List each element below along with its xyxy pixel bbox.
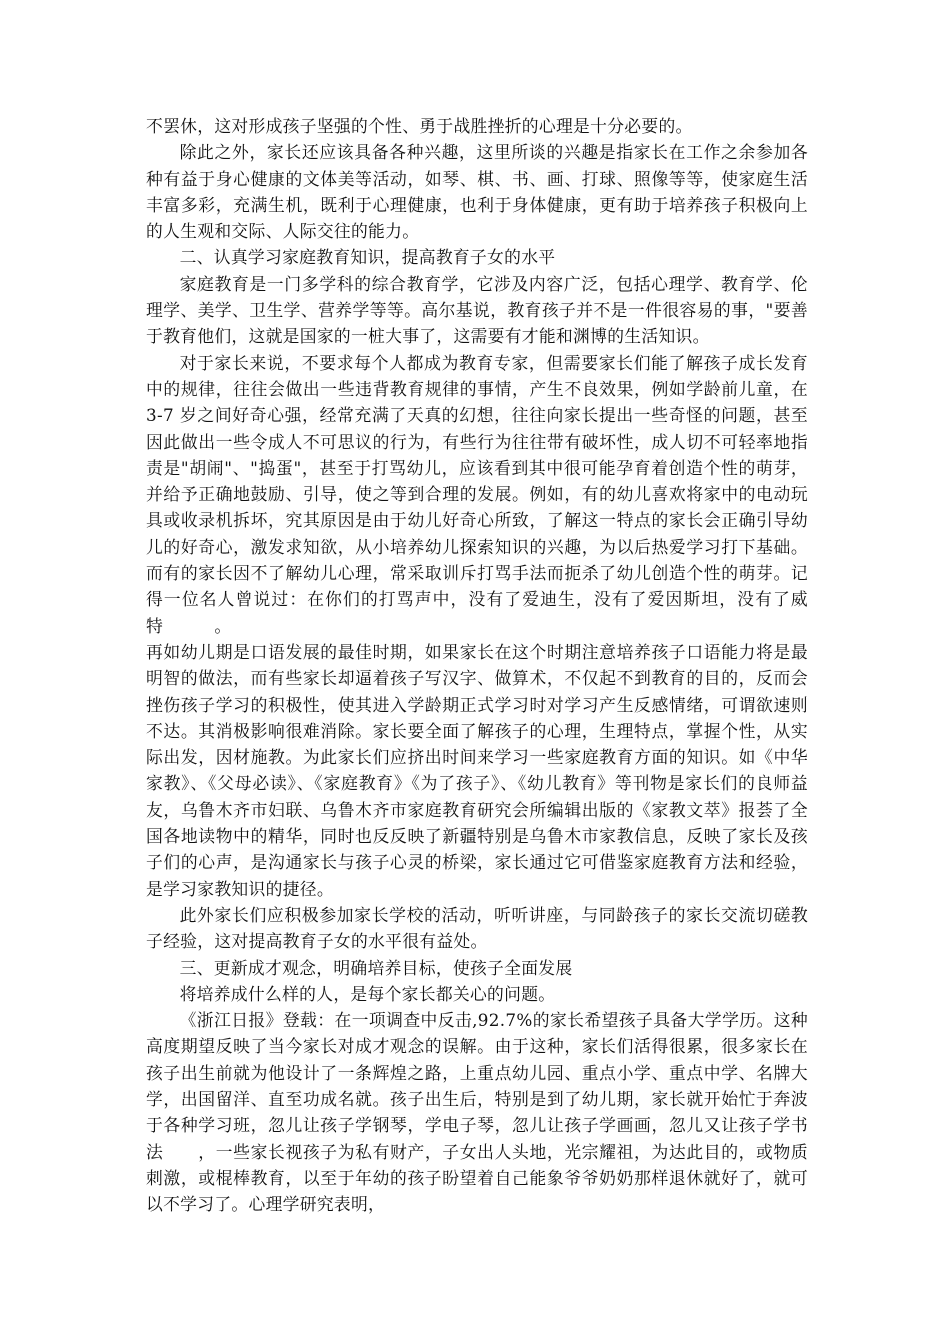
paragraph-question: 将培养成什么样的人，是每个家长都关心的问题。 — [179, 983, 556, 1004]
section-heading-2: 二、认真学习家庭教育知识，提高教育子女的水平 — [179, 247, 556, 268]
paragraph-language-development: 再如幼儿期是口语发展的最佳时期，如果家长在这个时期注意培养孩子口语能力将是最明智的做法，而有些家长却逼着孩子写汉字、做算术，不仅起不到教育的目的，反而会挫伤孩子学习的积极性，使其进入学龄期正式学习时对学习产生反感情绪，可谓欲速则不达。其消极影响很难消除。家长要全面了解孩子的心理，生理特点，掌握个性，从实际出发，因材施教。为此家长们应挤出时间来学习一些家庭教育方面的知识。如《中华家教》、《父母必读》、《家庭教育》《为了孩子》、《幼儿教育》等刊物是家长们的良师益友，乌鲁木齐市妇联、乌鲁木齐市家庭教育研究会所编辑出版的《家教文萃》报荟了全国各地读物中的精华，同时也反反映了新疆特别是乌鲁木市家教信息，反映了家长及孩子们的心声，是沟通家长与孩子心灵的桥梁，家长通过它可借鉴家庭教育方法和经验，是学习家教知识的捷径。 — [146, 641, 808, 899]
paragraph-interests: 除此之外，家长还应该具备各种兴趣，这里所谈的兴趣是指家长在工作之余参加各种有益于身心健康的文体美等活动，如琴、棋、书、画、打球、照像等等，使家庭生活丰富多彩，充满生机，既利于心理健康，也利于身体健康，更有助于培养孩子积极向上的人生观和交际、人际交往的能力。 — [146, 142, 808, 242]
section-heading-3: 三、更新成才观念，明确培养目标，使孩子全面发展 — [179, 957, 573, 978]
document-body — [146, 113, 808, 1217]
paragraph-continuation: 不罢休，这对形成孩子坚强的个性、勇于战胜挫折的心理是十分必要的。 — [146, 116, 693, 136]
paragraph-parent-school: 此外家长们应积极参加家长学校的活动，听听讲座，与同龄孩子的家长交流切磋教子经验，这对提高教育子女的水平很有益处。 — [146, 904, 808, 952]
paragraph-parents-understanding: 对于家长来说，不要求每个人都成为教育专家，但需要家长们能了解孩子成长发育中的规律，往往会做出一些违背教育规律的事情，产生不良效果，例如学龄前儿童，在 3-7 岁之间好奇心强，经常充满了天真的幻想，往往向家长提出一些奇怪的问题，甚至因此做出一些令成人不可思议的行为，有些行为往往带有破坏性，成人切不可轻率地指责是"胡闹"、"捣蛋"，甚至于打骂幼儿，应该看到其中很可能孕育着创造个性的萌芽，并给予正确地鼓励、引导，使之等到合理的发展。例如，有的幼儿喜欢将家中的电动玩具或收录机拆坏，究其原因是由于幼儿好奇心所致，了解这一特点的家长会正确引导幼儿的好奇心，激发求知欲，从小培养幼儿探索知识的兴趣，为以后热爱学习打下基础。而有的家长因不了解幼儿心理，常采取训斥打骂手法而扼杀了幼儿创造个性的萌芽。记得一位名人曾说过：在你们的打骂声中，没有了爱迪生，没有了爱因斯坦，没有了威特 。 — [146, 352, 808, 636]
paragraph-family-education: 家庭教育是一门多学科的综合教育学，它涉及内容广泛，包括心理学、教育学、伦理学、美学、卫生学、营养学等等。高尔基说，教育孩子并不是一件很容易的事，"要善于教育他们，这就是国家的一桩大事了，这需要有才能和渊博的生活知识。 — [146, 273, 808, 347]
paragraph-survey: 《浙江日报》登载：在一项调查中反击,92.7%的家长希望孩子具备大学学历。这种高度期望反映了当今家长对成才观念的误解。由于这种，家长们活得很累，很多家长在孩子出生前就为他设计了一条辉煌之路，上重点幼儿园、重点小学、重点中学、名牌大学，出国留洋、直至功成名就。孩子出生后，特别是到了幼儿期，家长就开始忙于奔波于各种学习班，忽儿让孩子学钢琴，学电子琴，忽儿让孩子学画画，忽儿又让孩子学书法 ，一些家长视孩子为私有财产，子女出人头地，光宗耀祖，为达此目的，或物质刺激，或棍棒教育，以至于年幼的孩子盼望着自己能象爷爷奶奶那样退休就好了，就可以不学习了。心理学研究表明， — [146, 1010, 808, 1215]
